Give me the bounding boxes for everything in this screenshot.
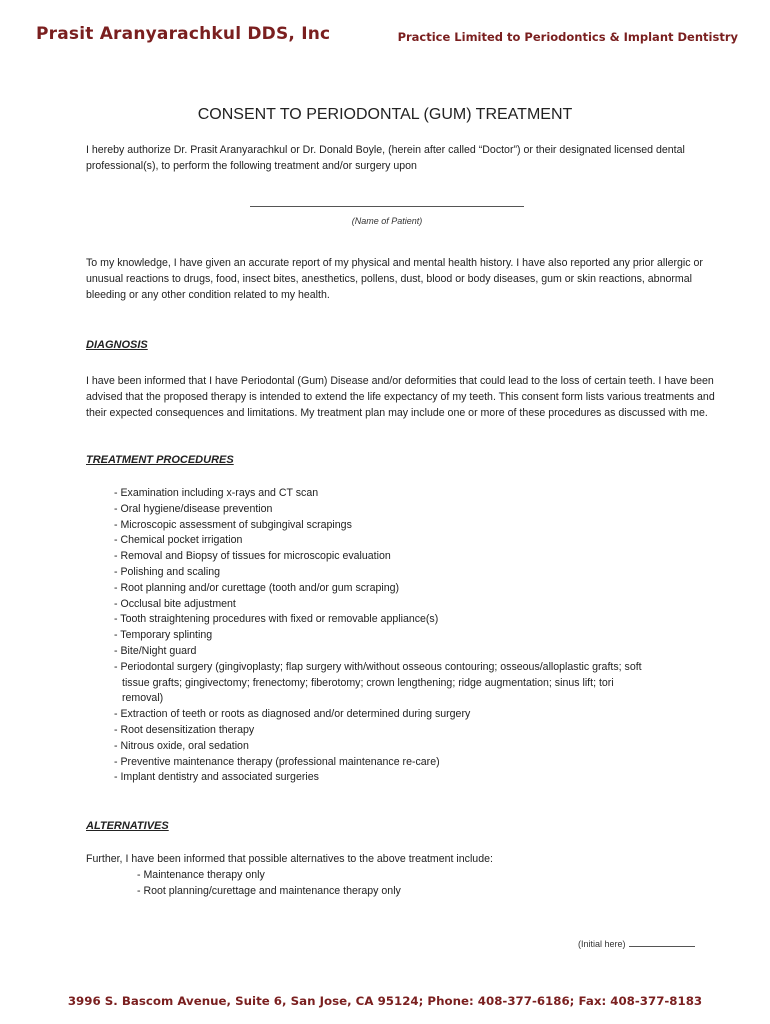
list-item: - Bite/Night guard bbox=[114, 644, 197, 657]
patient-name-line[interactable] bbox=[250, 206, 524, 207]
page-title: CONSENT TO PERIODONTAL (GUM) TREATMENT bbox=[197, 106, 573, 123]
practice-name: Prasit Aranyarachkul DDS, Inc bbox=[36, 24, 331, 44]
initial-label: (Initial here) bbox=[578, 939, 626, 949]
alternatives-heading: ALTERNATIVES bbox=[86, 820, 169, 832]
authorization-paragraph: I hereby authorize Dr. Prasit Aranyarachkul or Dr. Donald Boyle, (herein after called “Doctor”) or their designated licensed dental professional(s), to perform the following treatment and/or surgery upon bbox=[86, 144, 685, 172]
list-item: - Preventive maintenance therapy (professional maintenance re-care) bbox=[114, 755, 440, 768]
initial-line[interactable] bbox=[629, 946, 695, 947]
footer-address: 3996 S. Bascom Avenue, Suite 6, San Jose, CA 95124; Phone: 408-377-6186; Fax: 408-377-8183 bbox=[67, 994, 703, 1008]
list-item: - Nitrous oxide, oral sedation bbox=[114, 739, 249, 752]
health-history-paragraph: To my knowledge, I have given an accurate report of my physical and mental health history. I have also reported any prior allergic or unusual reactions to drugs, food, insect bites, anesthetics, pollens, dust, blood or body diseases, gum or skin reactions, abnormal bleeding or any other condition related to my health. bbox=[86, 257, 703, 301]
treatment-list bbox=[114, 486, 674, 786]
list-item: - Tooth straightening procedures with fixed or removable appliance(s) bbox=[114, 613, 439, 626]
list-item: - Chemical pocket irrigation bbox=[114, 534, 243, 547]
practice-specialty: Practice Limited to Periodontics & Implant Dentistry bbox=[397, 30, 738, 44]
list-item: - Implant dentistry and associated surgeries bbox=[114, 771, 319, 784]
diagnosis-paragraph: I have been informed that I have Periodontal (Gum) Disease and/or deformities that could lead to the loss of certain teeth. I have been advised that the proposed therapy is intended to extend the life expectancy of my teeth. This consent form lists various treatments and their expected consequences and limitations. My treatment plan may include one or more of these procedures as discussed with me. bbox=[86, 375, 715, 419]
list-item: - Removal and Biopsy of tissues for microscopic evaluation bbox=[114, 550, 391, 563]
list-item: - Temporary splinting bbox=[114, 629, 213, 642]
list-item: - Root planning/curettage and maintenance therapy only bbox=[137, 885, 401, 897]
list-item: - Root planning and/or curettage (tooth and/or gum scraping) bbox=[114, 581, 400, 594]
list-item: - Oral hygiene/disease prevention bbox=[114, 502, 273, 515]
alternatives-intro: Further, I have been informed that possible alternatives to the above treatment include: bbox=[86, 853, 493, 865]
initial-field bbox=[578, 939, 695, 949]
treatment-heading: TREATMENT PROCEDURES bbox=[86, 454, 234, 466]
list-item: - Polishing and scaling bbox=[114, 565, 220, 578]
patient-name-label: (Name of Patient) bbox=[351, 216, 423, 226]
list-item: - Extraction of teeth or roots as diagnosed and/or determined during surgery bbox=[114, 708, 471, 721]
list-item: - Examination including x-rays and CT scan bbox=[114, 487, 319, 499]
list-item: - Occlusal bite adjustment bbox=[114, 597, 236, 610]
list-item: - Maintenance therapy only bbox=[137, 869, 265, 881]
list-item: - Periodontal surgery (gingivoplasty; flap surgery with/without osseous contouring; osseous/alloplastic grafts; soft tissue grafts; gingivectomy; frenectomy; fiberotomy; crown lengthening; ridge augmentation; sinus lift; tori removal) bbox=[114, 660, 642, 705]
list-item: - Microscopic assessment of subgingival scrapings bbox=[114, 518, 352, 531]
alternatives-list bbox=[137, 867, 537, 899]
list-item: - Root desensitization therapy bbox=[114, 723, 255, 736]
diagnosis-heading: DIAGNOSIS bbox=[86, 339, 148, 351]
